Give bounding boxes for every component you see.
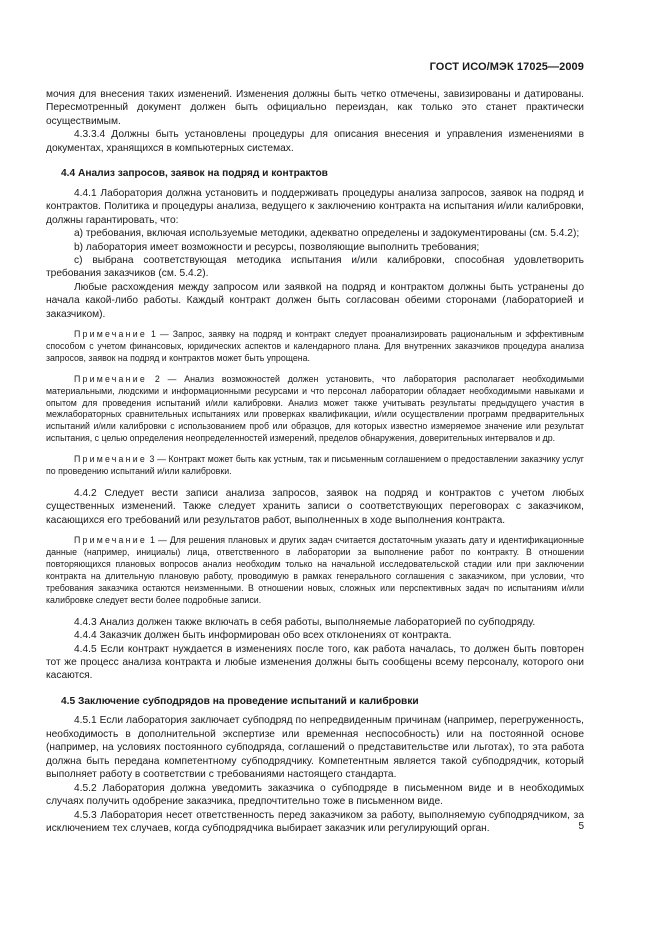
note-4 [46, 535, 584, 606]
standard-designation: ГОСТ ИСО/МЭК 17025—2009 [429, 61, 584, 73]
note-text: — Для решения плановых и других задач считается достаточным указать дату и идентификационные данные (например, инициалы) лица, ответственного в лаборатории за выполнение работ по контракту. В отношении повторяющихся плановых вопросов анализ необходим только на начальной исследовательской стадии или при заключении контракта на длительную плановую работу, проводимую в рамках генерального соглашения с заказчиком, при условии, что требования заказчика остаются неизменными. В отношении новых, сложных или перспективных задач по испытаниям и/или калибровке следует вести более подробные записи. [46, 535, 585, 605]
note-number: 3 [149, 454, 155, 464]
paragraph-4-5-2: 4.5.2 Лаборатория должна уведомить заказчика о субподряде в письменном виде и в необходимых случаях получить одобрение заказчика, предпочтительно тоже в письменном виде. [46, 782, 584, 808]
paragraph-4-5-3: 4.5.3 Лаборатория несет ответственность перед заказчиком за работу, выполняемую субподрядчиком, за исключением тех случаев, когда субподрядчика выбирает заказчик или регулирующий орган. [46, 809, 584, 834]
note-text: — Контракт может быть как устным, так и письменным соглашением о предоставлении заказчику услуг по проведению испытаний и/или калибровки. [46, 454, 584, 476]
note-number: 1 [150, 535, 155, 546]
paragraph-continuation: мочия для внесения таких изменений. Изменения должны быть четко отмечены, завизированы и датированы. Пересмотренный документ должен быть официально переиздан, как только это станет практически осуществимым. [46, 89, 584, 127]
note-3 [46, 454, 584, 478]
note-text: — Запрос, заявку на подряд и контракт следует проанализировать рациональным и эффективным способом с учетом финансовых, юридических аспектов и календарного плана. Для внутренних заказчиков процедура анализа запросов, заявок на подряд и контрактов может быть упрощена. [46, 329, 584, 364]
section-heading-4-5: 4.5 Заключение субподрядов на проведение испытаний и калибровки [61, 695, 419, 707]
document-body [46, 88, 584, 835]
paragraph-4-4-4: 4.4.4 Заказчик должен быть информирован обо всех отклонениях от контракта. [74, 630, 452, 642]
note-1 [46, 329, 584, 365]
paragraph-4-4-3: 4.4.3 Анализ должен также включать в себя работы, выполняемые лабораторией по субподряду. [74, 616, 536, 628]
paragraph-discrepancies: Любые расхождения между запросом или заявкой на подряд и контрактом должны быть устранены до начала какой-либо работы. Каждый контракт должен быть согласован обеими сторонами (лабораторией и заказчиком). [46, 281, 584, 320]
note-label: Примечание [74, 535, 147, 546]
note-label: Примечание [74, 454, 147, 464]
paragraph-4-3-3-4: 4.3.3.4 Должны быть установлены процедуры для описания внесения и управления изменениями в документах, хранящихся в компьютерных системах. [46, 129, 584, 154]
paragraph-4-4-5: 4.4.5 Если контракт нуждается в изменениях после того, как работа началась, то должен быть повторен тот же процесс анализа контракта и любые изменения должны быть сообщены всему персоналу, которого они касаются. [46, 643, 584, 682]
list-item-c: c) выбрана соответствующая методика испытания и/или калибровки, способная удовлетворить требования заказчиков (см. 5.4.2). [46, 254, 584, 280]
note-text: — Анализ возможностей должен установить, что лаборатория располагает необходимыми материальными, людскими и информационными ресурсами и что персонал лаборатории обладает необходимыми навыками и опытом для проведения испытаний и/или калибровки. Анализ может также учитывать результаты предыдущего участия в межлабораторных сравнительных испытаниях или проверках квалификации, и/или осуществлении программ предварительных испытаний и/или калибровки с использованием проб или образцов, для которых известно измеряемое значение или результат испытания, с целью определения неопределенностей измерений, пределов обнаружения, доверительных интервалов и др. [46, 373, 584, 444]
paragraph-4-4-1: 4.4.1 Лаборатория должна установить и поддерживать процедуры анализа запросов, заявок на подряд и контрактов. Политика и процедуры анализа, ведущего к заключению контракта на испытания и/или калибровки, должны гарантировать, что: [46, 187, 584, 226]
page-number: 5 [578, 821, 584, 832]
paragraph-4-5-1: 4.5.1 Если лаборатория заключает субподряд по непредвиденным причинам (например, перегруженность, необходимость в дополнительной экспертизе или временная неспособность) или на постоянной основе (например, на условиях постоянного субподряда, соглашений о представительстве или льготах), то эта работа должна быть передана компетентному субподрядчику. Компетентным является такой субподрядчик, который выполняет работу в соответствии с требованиями настоящего стандарта. [46, 715, 584, 781]
note-2 [46, 374, 584, 445]
list-item-a: а) требования, включая используемые методики, адекватно определены и задокументированы (см. 5.4.2); [74, 228, 580, 240]
note-number: 1 [150, 329, 156, 340]
section-heading-4-4: 4.4 Анализ запросов, заявок на подряд и контрактов [61, 168, 328, 180]
note-number: 2 [154, 373, 160, 384]
paragraph-4-4-2: 4.4.2 Следует вести записи анализа запросов, заявок на подряд и контрактов с учетом любых существенных изменений. Также следует хранить записи о соответствующих переговорах с заказчиком, касающихся его требований или результатов работ, выполненных в ходе выполнения контракта. [46, 487, 584, 526]
list-item-b: b) лаборатория имеет возможности и ресурсы, позволяющие выполнить требования; [74, 241, 480, 253]
note-label: Примечание [74, 329, 147, 340]
note-label: Примечание [74, 373, 147, 384]
